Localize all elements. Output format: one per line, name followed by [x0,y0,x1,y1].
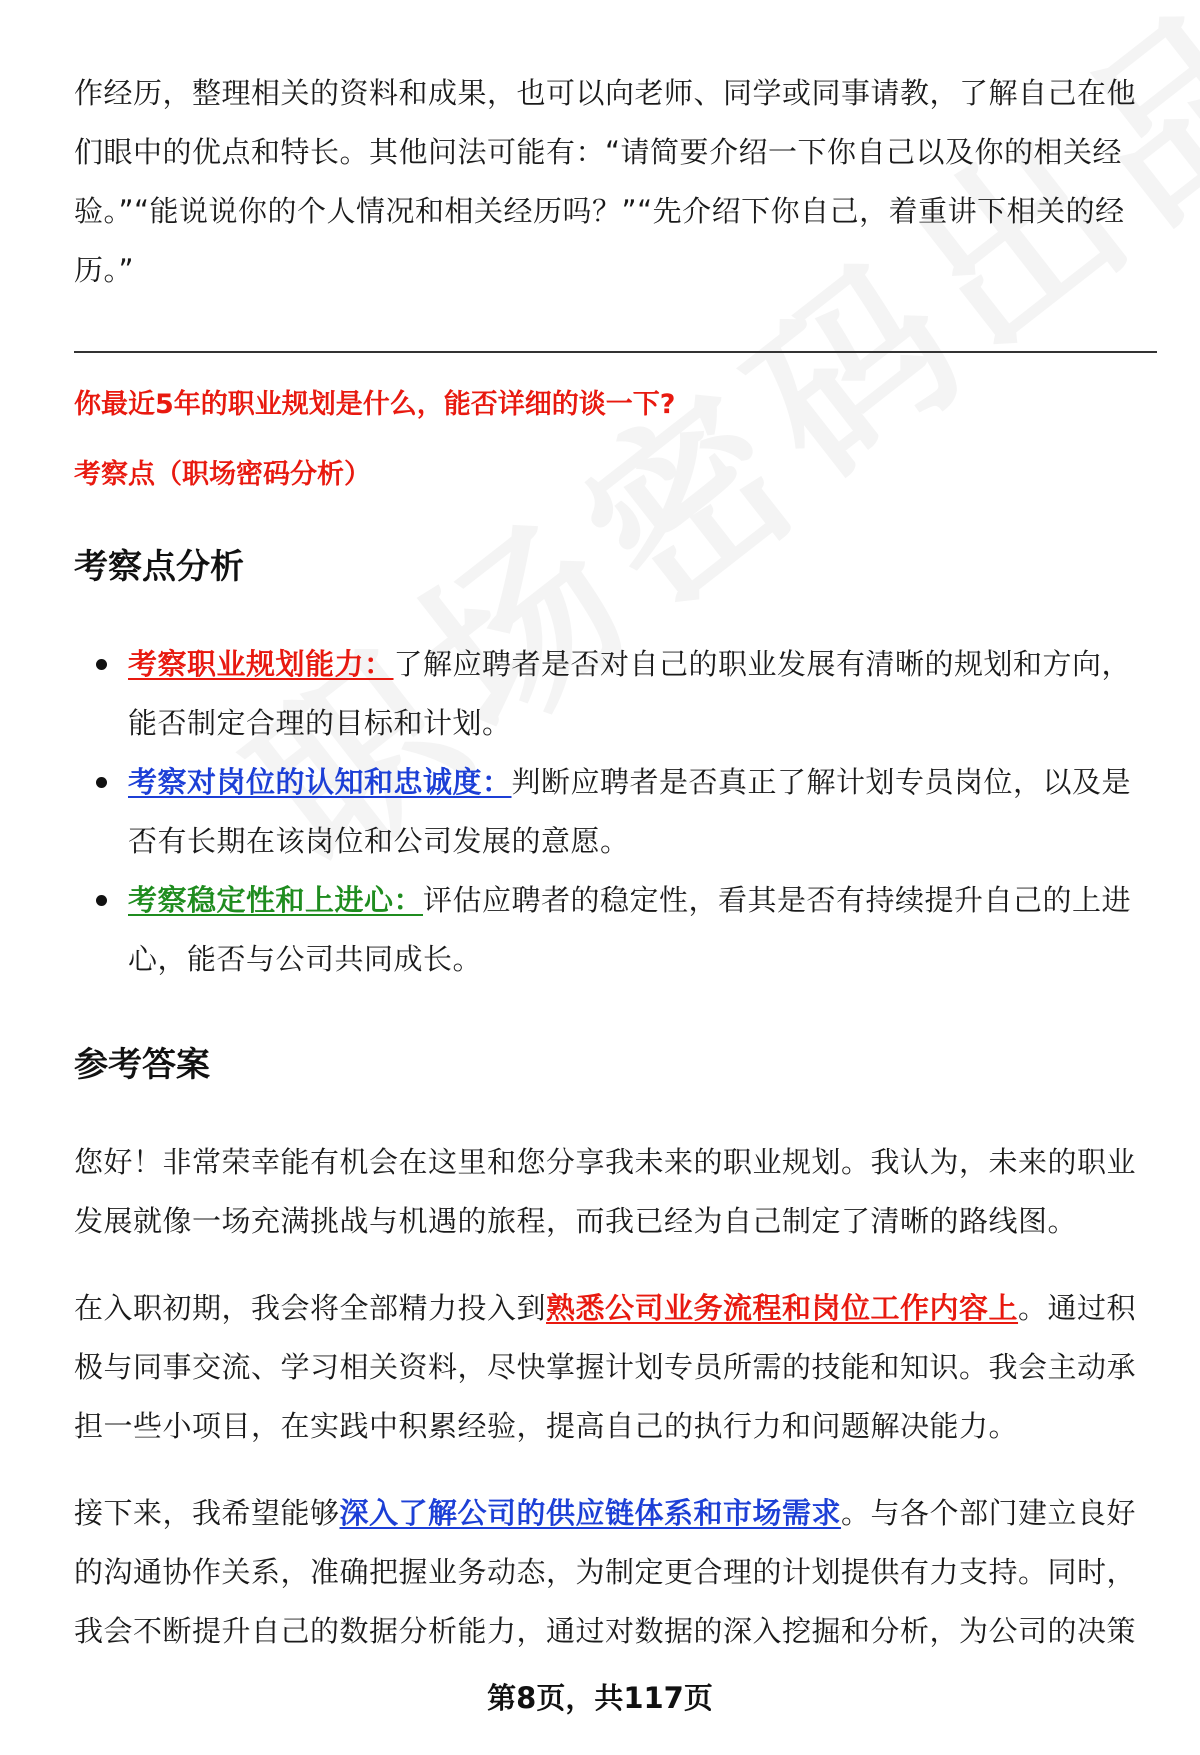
para-text: 接下来，我希望能够 [74,1496,340,1530]
interview-question: 你最近5年的职业规划是什么，能否详细的谈一下? [74,389,676,420]
answer-paragraph-2 [74,1279,1157,1456]
answer-paragraph-1: 您好！非常荣幸能有机会在这里和您分享我未来的职业规划。我认为，未来的职业发展就像一场充满挑战与机遇的旅程，而我已经为自己制定了清晰的路线图。 [74,1145,1137,1238]
bullet-icon [96,777,107,788]
analysis-heading: 考察点分析 [74,547,244,587]
para-text: 。通过积极与同事交流、学习相关资料，尽快掌握计划专员所需的技能和知识。我会主动承担一些小项目，在实践中积累经验，提高自己的执行力和问题解决能力。 [74,1291,1137,1443]
analysis-list [74,635,1157,989]
list-item [74,871,1157,989]
point-text: 评估应聘者的稳定性，看其是否有持续提升自己的上进心，能否与公司共同成长。 [128,883,1132,976]
point-label-role-loyalty: 考察对岗位的认知和忠诚度： [128,765,512,799]
point-label-stability: 考察稳定性和上进心： [128,883,424,917]
bullet-icon [96,659,107,670]
page-number: 第8页，共117页 [487,1681,713,1715]
para-text: 在入职初期，我会将全部精力投入到 [74,1291,547,1325]
list-item [74,635,1157,753]
answer-heading: 参考答案 [74,1045,210,1085]
list-item [74,753,1157,871]
assessment-point-label: 考察点（职场密码分析） [74,459,371,490]
para-text: 。与各个部门建立良好的沟通协作关系，准确把握业务动态，为制定更合理的计划提供有力支持。同时，我会不断提升自己的数据分析能力，通过对数据的深入挖掘和分析，为公司的决策 [74,1496,1137,1648]
bullet-icon [96,895,107,906]
point-text: 了解应聘者是否对自己的职业发展有清晰的规划和方向，能否制定合理的目标和计划。 [128,647,1132,740]
section-divider [74,351,1157,353]
point-text: 判断应聘者是否真正了解计划专员岗位，以及是否有长期在该岗位和公司发展的意愿。 [128,765,1132,858]
point-label-career-planning: 考察职业规划能力： [128,647,394,681]
highlight-text: 熟悉公司业务流程和岗位工作内容上 [546,1291,1019,1325]
highlight-text: 深入了解公司的供应链体系和市场需求 [339,1496,842,1530]
intro-paragraph: 作经历，整理相关的资料和成果，也可以向老师、同学或同事请教，了解自己在他们眼中的优点和特长。其他问法可能有：“请简要介绍一下你自己以及你的相关经验。”“能说说你的个人情况和相关经历吗？”“先介绍下你自己，着重讲下相关的经历。” [74,76,1137,287]
answer-paragraph-3 [74,1484,1157,1661]
